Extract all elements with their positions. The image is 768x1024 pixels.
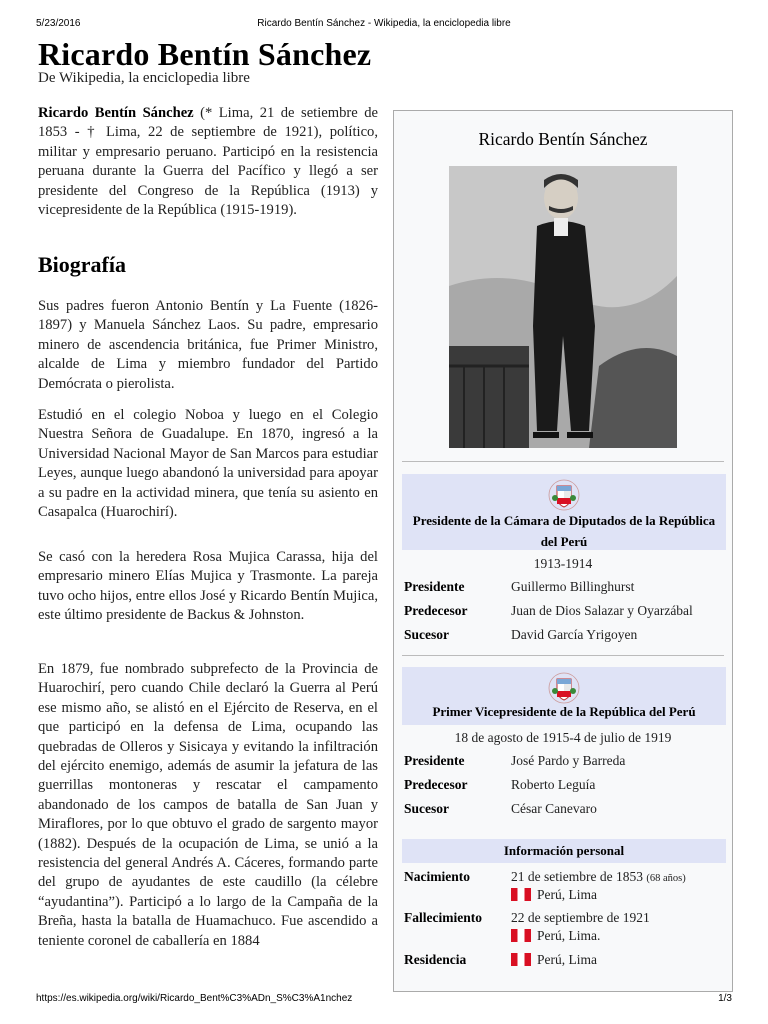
print-url[interactable]: https://es.wikipedia.org/wiki/Ricardo_Bent%C3%ADn_S%C3%A1nchez — [36, 993, 353, 1004]
peru-flag-icon — [511, 888, 531, 901]
page-subtitle: De Wikipedia, la enciclopedia libre — [38, 70, 250, 86]
print-date: 5/23/2016 — [36, 18, 81, 29]
personal-info-heading: Información personal — [402, 839, 726, 863]
office-1-header — [402, 474, 726, 550]
print-title: Ricardo Bentín Sánchez - Wikipedia, la enciclopedia libre — [257, 18, 511, 29]
office-2-term: 18 de agosto de 1915-4 de julio de 1919 — [454, 730, 672, 745]
print-header — [36, 18, 732, 32]
infobox: Ricardo Bentín Sánchez Presidente de la Cámara de Diputados de la República del Perú 1913-1914 Presidente Guillermo Billinghurst Predecesor Juan de Dios Salazar y Oyarzábal Sucesor David García Yrigoyen Primer Vicepresidente de la República del Perú 18 de agosto de 1915-4 de julio de 1919 Presidente José Pardo y Barreda Predecesor Roberto Leguía Sucesor César Canevaro Información personal Nacimiento 21 de setiembre de 1853 (68 años) Perú, Lima Fallecimiento 22 de septiembre de 1921 Perú, Lima. Residencia Perú, Lima — [393, 110, 733, 992]
office-2-header — [402, 667, 726, 725]
section-heading-biografia: Biografía — [38, 252, 126, 277]
page-title: Ricardo Bentín Sánchez — [38, 36, 372, 72]
bio-paragraph-3: Se casó con la heredera Rosa Mujica Carassa, hija del empresario minero Elías Mujica y Trasmonte. La pareja tuvo ocho hijos, entre ellos José y Ricardo Bentín Mujica, este último presidente de Backus & Johnston. — [38, 549, 378, 624]
office-1-term: 1913-1914 — [533, 556, 593, 571]
lead-paragraph — [38, 104, 378, 220]
infobox-divider — [402, 461, 724, 462]
infobox-divider — [402, 655, 724, 656]
print-footer — [36, 993, 732, 1007]
bio-paragraph-2: Estudió en el colegio Noboa y luego en el Colegio Nuestra Señora de Guadalupe. En 1870, ingresó a la Universidad Nacional Mayor de San Marcos para estudiar Leyes, aunque luego abandonó la universidad para apoyar a su padre en la actividad minera, que tenía su asiento en Casapalca (Huarochirí). — [38, 407, 378, 521]
peru-flag-icon — [511, 953, 531, 966]
bio-paragraph-4: En 1879, fue nombrado subprefecto de la Provincia de Huarochirí, pero cuando Chile declaró la Guerra al Perú ese mismo año, se alistó en el Ejército de Reserva, en el que participó en la defensa de Lima, ocupando las quebradas de Olleros y Sisicaya y evitando la infiltración del ejército enemigo, además de asumir la jefatura de las guerrillas montoneras y rescatar el campamento abandonado de los campos de batalla de San Juan y Miraflores, por lo que obtuvo el grado de sargento mayor (1882). Después de la ocupación de Lima, se unió a la resistencia del general Andrés A. Cáceres, formando parte del grupo de ayudantes de este caudillo (la célebre “ayudantina”). Participó a lo largo de la Campaña de la Breña, hasta la batalla de Huamachuco. Fue ascendido a teniente coronel de caballería en 1884 — [38, 661, 378, 949]
peru-flag-icon — [511, 929, 531, 942]
lead-name: Ricardo Bentín Sánchez — [38, 105, 194, 121]
bio-paragraph-1: Sus padres fueron Antonio Bentín y La Fuente (1826-1897) y Manuela Sánchez Laos. Su padre, empresario minero de ascendencia británica, fue Primer Ministro, alcalde de Lima y miembro fundador del Partido Demócrata o pierolista. — [38, 298, 378, 392]
print-page-number: 1/3 — [718, 993, 732, 1004]
portrait-illustration — [449, 166, 677, 448]
lead-text: (* Lima, 21 de setiembre de 1853 - † Lima, 22 de septiembre de 1921), político, militar y empresario peruano. Participó en la resistencia peruana durante la Guerra del Pacífico y llegó a ser presidente del Congreso de la República (1913) y vicepresidente de la República (1915-1919). — [38, 105, 378, 219]
peru-coat-of-arms-icon — [547, 478, 581, 512]
portrait-photo — [449, 166, 677, 448]
peru-coat-of-arms-icon — [547, 671, 581, 705]
infobox-title: Ricardo Bentín Sánchez — [478, 129, 648, 149]
office-1-title: Presidente de la Cámara de Diputados de la República del Perú — [412, 513, 716, 549]
office-2-title: Primer Vicepresidente de la República del Perú — [432, 704, 696, 719]
